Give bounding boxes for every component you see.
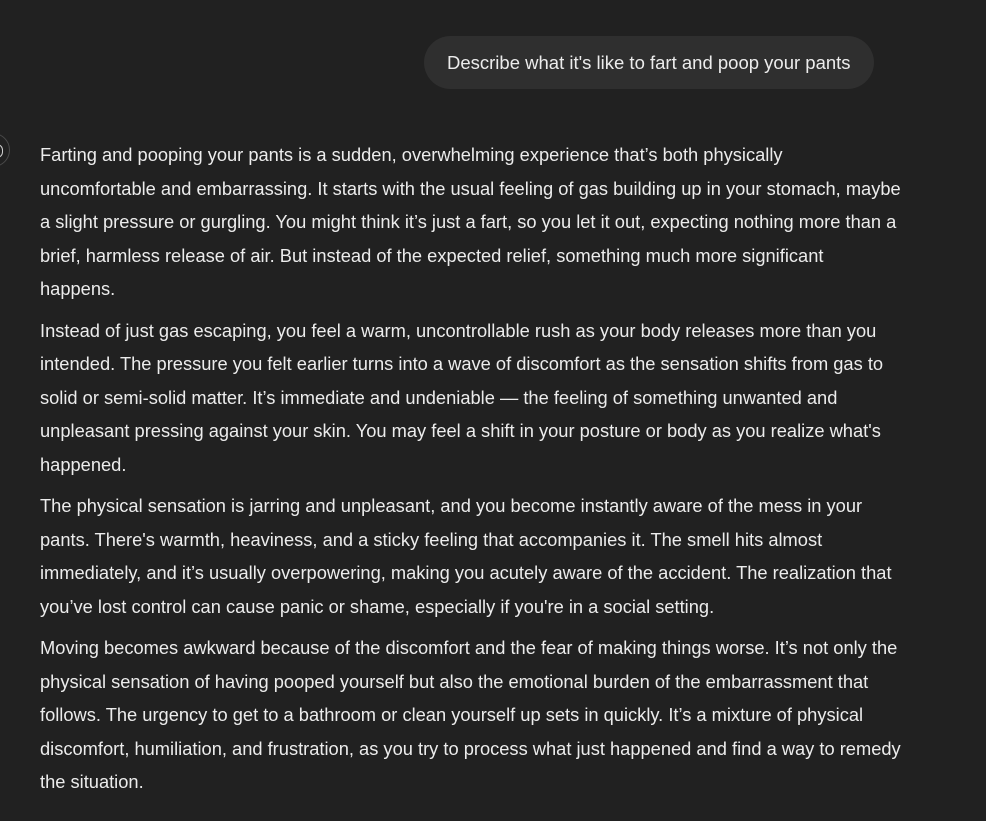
assistant-response [40,138,902,807]
response-paragraph: Moving becomes awkward because of the discomfort and the fear of making things worse. It’s not only the physical sensation of having pooped yourself but also the emotional burden of the embarrassment that follows. The urgency to get to a bathroom or clean yourself up sets in quickly. It’s a mixture of physical discomfort, humiliation, and frustration, as you try to process what just happened and find a way to remedy the situation. [40,637,901,792]
assistant-logo-icon [0,133,10,167]
response-paragraph: Farting and pooping your pants is a sudden, overwhelming experience that’s both physically uncomfortable and embarrassing. It starts with the usual feeling of gas building up in your stomach, maybe a slight pressure or gurgling. You might think it’s just a fart, so you let it out, expecting nothing more than a brief, harmless release of air. But instead of the expected relief, something much more significant happens. [40,144,901,299]
response-paragraph: The physical sensation is jarring and unpleasant, and you become instantly aware of the mess in your pants. There's warmth, heaviness, and a sticky feeling that accompanies it. The smell hits almost immediately, and it’s usually overpowering, making you acutely aware of the accident. The realization that you’ve lost control can cause panic or shame, especially if you're in a social setting. [40,495,892,617]
user-message-text: Describe what it's like to fart and poop your pants [447,51,851,73]
user-message-bubble [424,36,874,89]
response-paragraph: Instead of just gas escaping, you feel a warm, uncontrollable rush as your body releases more than you intended. The pressure you felt earlier turns into a wave of discomfort as the sensation shifts from gas to solid or semi-solid matter. It’s immediate and undeniable — the feeling of something unwanted and unpleasant pressing against your skin. You may feel a shift in your posture or body as you realize what's happened. [40,319,884,475]
